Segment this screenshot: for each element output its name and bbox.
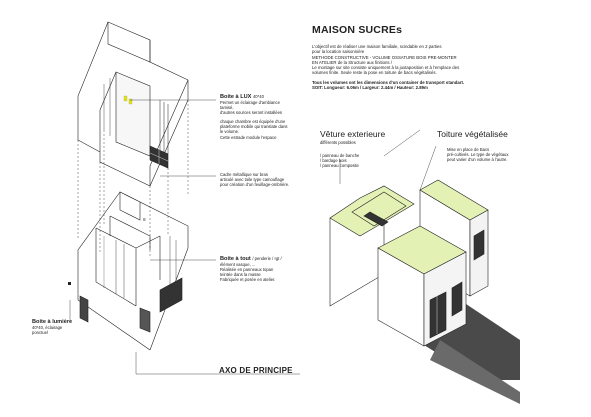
upper-module xyxy=(78,22,188,186)
boite-lux-line: tamisé, xyxy=(220,105,234,111)
veture-annotation xyxy=(320,129,410,168)
boite-lux-line: chaque chambre est équipée d'une xyxy=(220,119,286,125)
toiture-line: Mise en place de Bacs xyxy=(447,147,490,152)
boite-lux-line: d'autres sources seront installées xyxy=(220,110,283,116)
project-description xyxy=(312,44,512,90)
boite-tout-annotation xyxy=(220,256,300,282)
boite-tout-subtitle: / penderie / rgt / xyxy=(252,256,282,261)
intro-line: pour la location saisonnière xyxy=(312,49,365,55)
boite-lux-line: le volume. xyxy=(220,129,240,135)
intro-line: volumes finite. Seule reste la pose en toiture de bacs végétalisés. xyxy=(312,70,437,76)
boite-tout-line: Réalisée en panneaux topan xyxy=(220,267,274,273)
axo-de-principe-label: AXO DE PRINCIPE xyxy=(219,366,293,375)
assembled-house xyxy=(330,180,520,404)
boite-tout-line: Fabriquée et posée en atelier. xyxy=(220,277,276,283)
boite-lumiere-annotation xyxy=(32,319,92,335)
boite-tout-line: élément vasque, ... xyxy=(220,262,256,267)
cadre-line: Cadre métallique sur bras xyxy=(220,172,268,177)
intro-line: L'objectif est de réaliser une maison familiale, scindable en 2 parties xyxy=(312,44,442,49)
boite-lumiere-line: 40*40, éclairage xyxy=(32,325,63,330)
cadre-line: pour création d'un feuillage-ombrière. xyxy=(220,182,290,188)
boite-lux-dim: 40*40 xyxy=(252,94,264,99)
boite-lux-line: plateforme mobile qui translate dans xyxy=(220,124,288,130)
cadre-line: articulé avec toile type camouflage xyxy=(220,177,285,183)
veture-subtitle: différents possibles xyxy=(320,140,356,145)
boite-tout-line: teintée dans la masse xyxy=(220,272,261,278)
boite-lumiere-line: ponctuel xyxy=(32,330,48,336)
veture-item: / bardage bois xyxy=(320,158,347,164)
toiture-title: Toiture végétalisée xyxy=(437,129,508,139)
boite-lux-line: Permet un éclairage d'ambiance xyxy=(220,100,280,105)
toiture-annotation xyxy=(437,129,537,162)
intro-line: METHODE CONSTRUCTIVE - VOLUME OSSATURE BOIS PRE-MONTER xyxy=(312,54,457,60)
veture-title: Vêture exterieure xyxy=(320,129,386,139)
boite-tout-title: Boite à tout xyxy=(220,256,251,262)
boite-lux-line: Cette estrade module l'espace xyxy=(220,134,277,140)
cadre-annotation xyxy=(220,172,300,187)
intro-bold-line: Tous les volumes ont les dimensions d'un container de transport standart. xyxy=(312,79,465,85)
boite-lumiere-title: Boite à lumière xyxy=(32,319,73,325)
intro-bold-line: SOIT: Longueur: 6.06m / Largeur: 2.44m / Hauteur: 2.89m xyxy=(312,85,428,91)
toiture-line: pré-cultivés. Le type de végétaux xyxy=(447,152,509,158)
veture-item: / panneau composite xyxy=(320,163,359,169)
intro-line: EN ATELIER de la Structure aux finitions / xyxy=(312,59,392,65)
boite-lux-annotation xyxy=(220,94,300,140)
intro-line: Le montage sur site consiste uniquement à la juxtaposition et à l'emplace des xyxy=(312,65,460,71)
veture-item: / panneau de banche xyxy=(320,153,360,159)
boite-lux-title: Boite à LUX xyxy=(220,94,252,100)
toiture-line: peut varier d'un volume à l'autre. xyxy=(447,157,508,163)
project-title: MAISON SUCREs xyxy=(312,24,403,36)
